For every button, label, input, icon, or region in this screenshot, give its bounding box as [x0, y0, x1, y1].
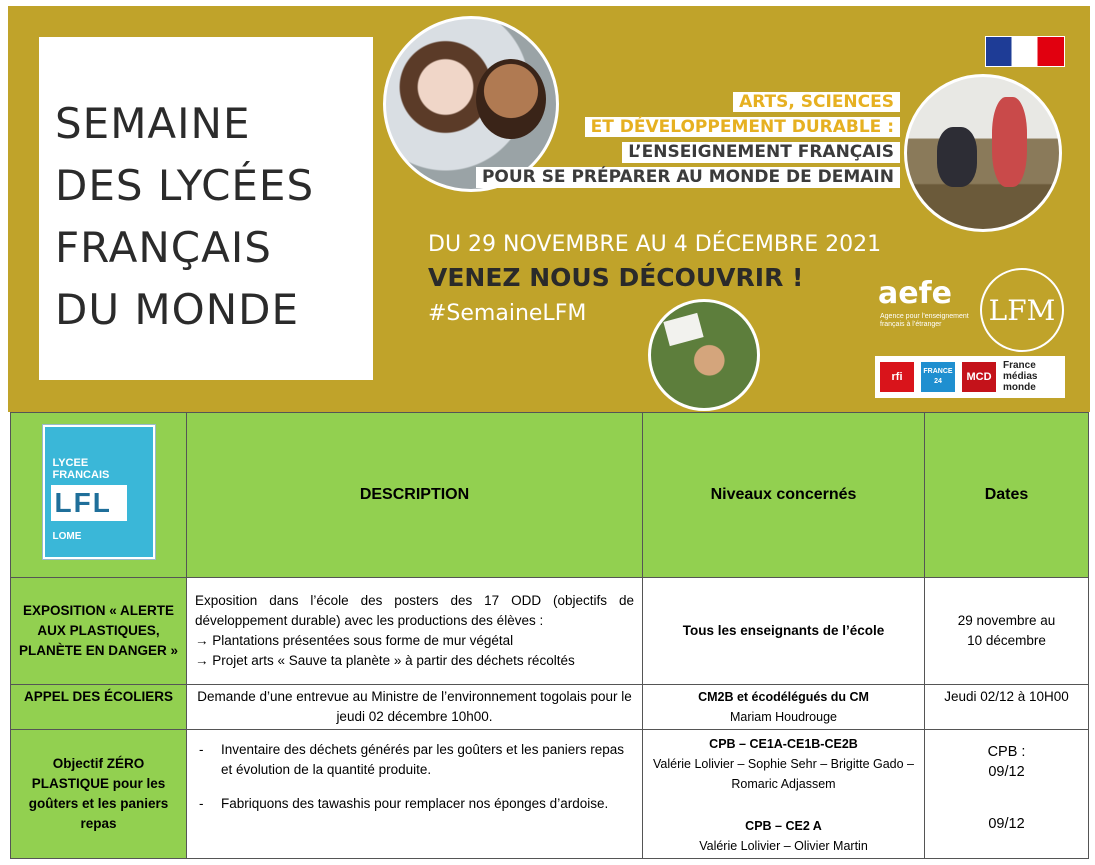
- table-header-row: [11, 413, 1089, 578]
- activity-cell: Objectif ZÉRO PLASTIQUE pour les goûters et les paniers repas: [11, 730, 187, 859]
- tagline-line-2: ET DÉVELOPPEMENT DURABLE :: [585, 117, 900, 138]
- logo-line-3: FRANÇAIS: [55, 223, 272, 272]
- tagline-line-3: L’ENSEIGNEMENT FRANÇAIS: [622, 142, 900, 163]
- event-banner: [8, 6, 1090, 412]
- description-cell: Exposition dans l’école des posters des 17 ODD (objectifs de développement durable) avec les productions des élèves : → Plantations présentées sous forme de mur végétal → Projet arts « Sauve ta planète » à partir des déchets récoltés: [187, 578, 643, 685]
- dates-cell: Jeudi 02/12 à 10H00: [925, 685, 1089, 730]
- table-row: [11, 730, 1089, 859]
- header-description: DESCRIPTION: [187, 413, 643, 578]
- tagline-line-4: POUR SE PRÉPARER AU MONDE DE DEMAIN: [476, 167, 900, 188]
- levels-cell: CM2B et écodélégués du CM Mariam Houdrouge: [643, 685, 925, 730]
- dates-cell: 29 novembre au 10 décembre: [925, 578, 1089, 685]
- event-hashtag: #SemaineLFM: [428, 301, 587, 326]
- french-republic-flag-icon: [985, 36, 1065, 67]
- header-levels: Niveaux concernés: [643, 413, 925, 578]
- description-cell: [187, 730, 643, 859]
- aefe-logo: aefe: [878, 276, 952, 311]
- rfi-logo: rfi: [880, 362, 914, 392]
- levels-cell: Tous les enseignants de l’école: [643, 578, 925, 685]
- description-cell: Demande d’une entrevue au Ministre de l’environnement togolais pour le jeudi 02 décembre 10h00.: [187, 685, 643, 730]
- table-row: [11, 685, 1089, 730]
- dates-cell: CPB : 09/12 09/12: [925, 730, 1089, 859]
- list-item: - Fabriquons des tawashis pour remplacer nos éponges d’ardoise.: [195, 794, 634, 814]
- lfm-seal-logo: LFM: [980, 268, 1064, 352]
- event-call-to-action: VENEZ NOUS DÉCOUVRIR !: [428, 263, 804, 292]
- list-item: - Inventaire des déchets générés par les goûters et les paniers repas et évolution de la quantité produite.: [195, 740, 634, 780]
- child-drawing-photo: [648, 299, 760, 411]
- logo-line-4: DU MONDE: [55, 285, 300, 334]
- france24-logo: FRANCE 24: [921, 362, 955, 392]
- france-medias-monde-logo: France médias monde: [1003, 360, 1038, 393]
- students-microscope-photo: [383, 16, 559, 192]
- lfl-lome-logo: LYCEE FRANCAIS LFL LOME: [43, 425, 155, 559]
- semaine-lfm-logo: [39, 37, 373, 380]
- activities-table: [10, 412, 1089, 859]
- mcd-logo: MCD: [962, 362, 996, 392]
- school-logo-cell: [11, 413, 187, 578]
- levels-cell: CPB – CE1A-CE1B-CE2B Valérie Lolivier – Sophie Sehr – Brigitte Gado – Romaric Adjassem CPB – CE2 A Valérie Lolivier – Olivier Martin: [643, 730, 925, 859]
- media-partners-strip: [875, 356, 1065, 398]
- event-dates: DU 29 NOVEMBRE AU 4 DÉCEMBRE 2021: [428, 232, 882, 257]
- logo-line-2: DES LYCÉES: [55, 161, 315, 210]
- tagline-line-1: ARTS, SCIENCES: [733, 92, 900, 113]
- logo-line-1: SEMAINE: [55, 99, 251, 148]
- aefe-subtitle: Agence pour l’enseignement français à l’étranger: [880, 313, 969, 328]
- students-gardening-photo: [904, 74, 1062, 232]
- table-row: [11, 578, 1089, 685]
- activity-cell: EXPOSITION « ALERTE AUX PLASTIQUES, PLANÈTE EN DANGER »: [11, 578, 187, 685]
- header-dates: Dates: [925, 413, 1089, 578]
- activity-cell: APPEL DES ÉCOLIERS: [11, 685, 187, 730]
